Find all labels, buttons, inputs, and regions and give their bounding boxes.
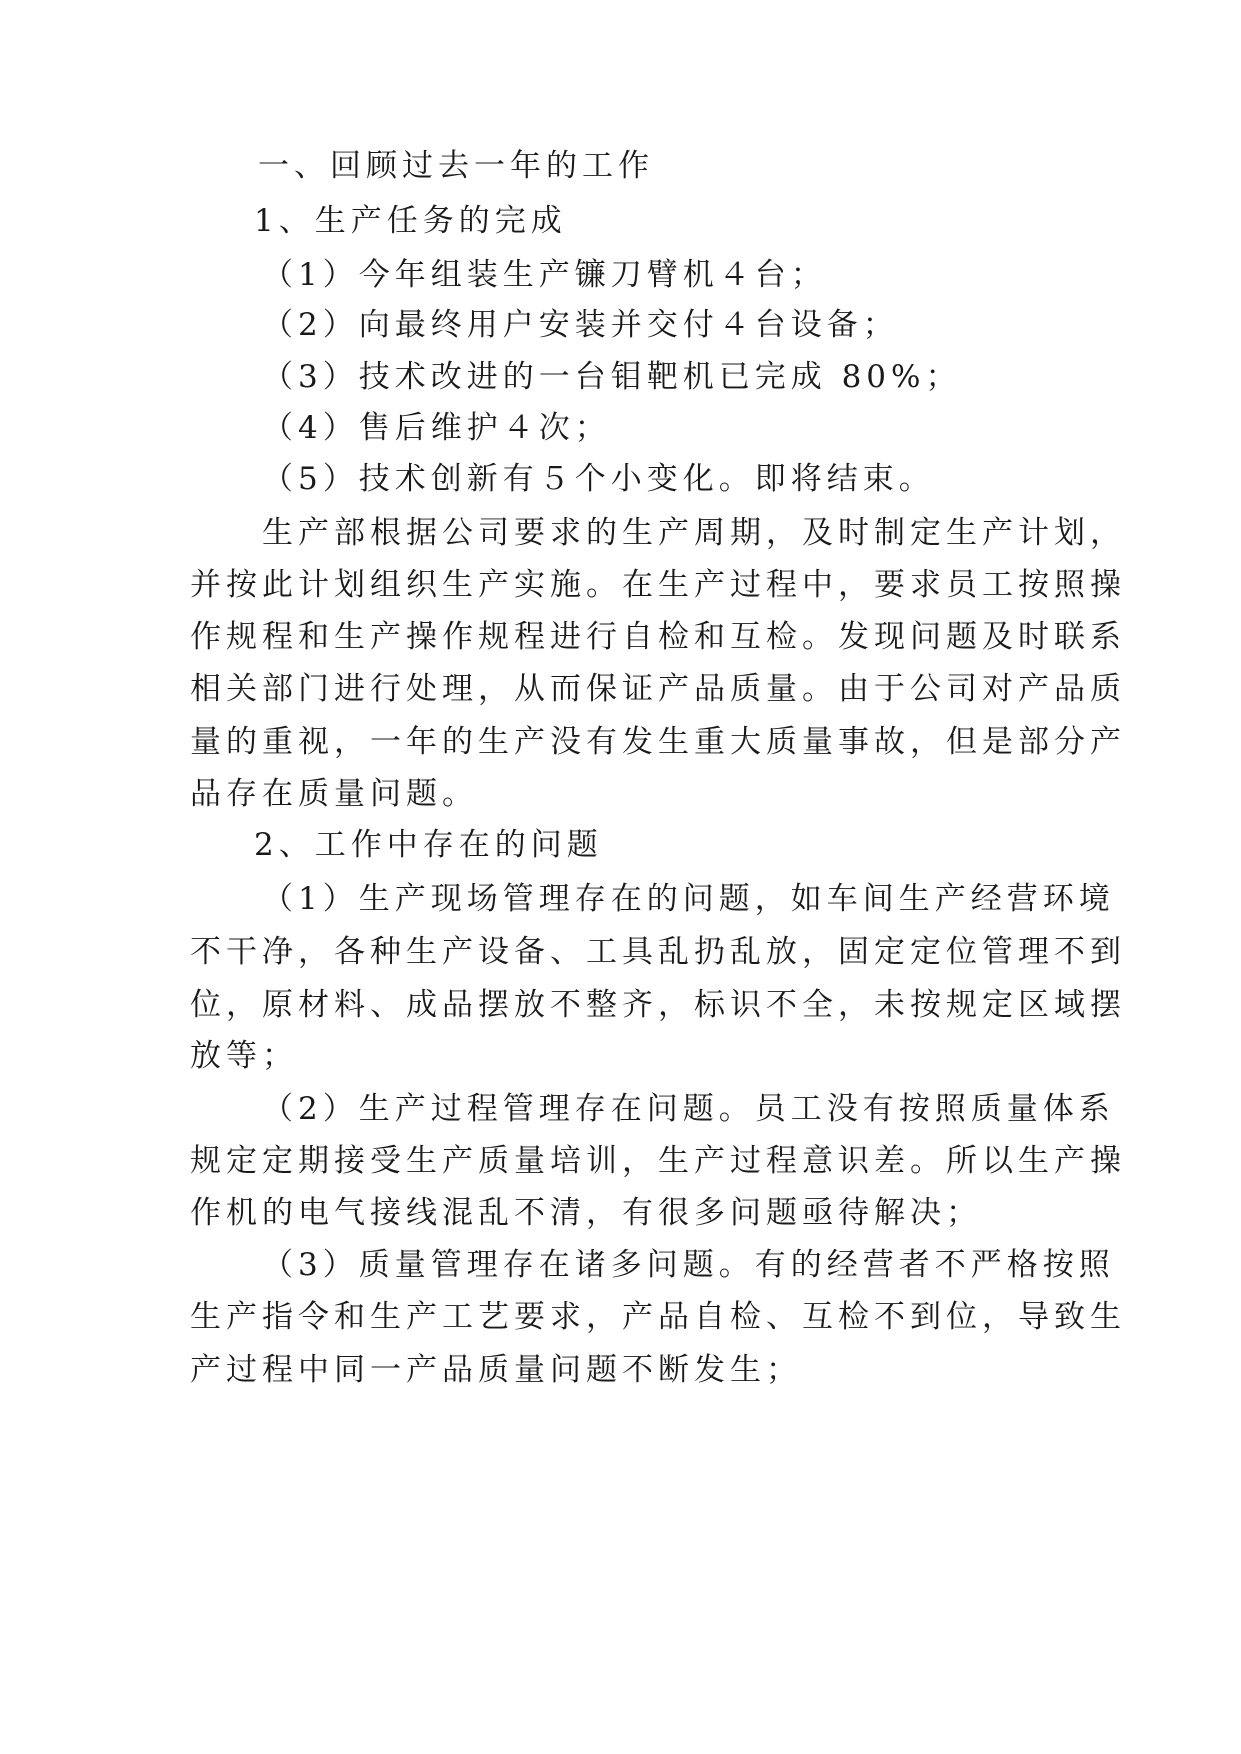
problem1-line: 位，原材料、成品摆放不整齐，标识不全，未按规定区域摆: [190, 987, 1126, 1023]
task-item-1: （1）今年组装生产镰刀臂机４台；: [262, 257, 827, 293]
problem2-line: 规定定期接受生产质量培训，生产过程意识差。所以生产操: [190, 1143, 1126, 1179]
task-item-2: （2）向最终用户安装并交付４台设备；: [262, 307, 899, 343]
problem1-line: 放等；: [190, 1038, 298, 1074]
problem3-line: 生产指令和生产工艺要求，产品自检、互检不到位，导致生: [190, 1299, 1126, 1335]
problem1-line: 不干净，各种生产设备、工具乱扔乱放，固定定位管理不到: [190, 934, 1126, 970]
problem3-line: （3）质量管理存在诸多问题。有的经营者不严格按照: [262, 1247, 1115, 1283]
production-paragraph-line: 作规程和生产操作规程进行自检和互检。发现问题及时联系: [190, 619, 1126, 655]
production-paragraph-line: 生产部根据公司要求的生产周期，及时制定生产计划，: [262, 515, 1126, 551]
problem1-line: （1）生产现场管理存在的问题，如车间生产经营环境: [262, 881, 1115, 917]
task-item-3: （3）技术改进的一台钼靶机已完成 80%；: [262, 359, 962, 395]
production-paragraph-line: 相关部门进行处理，从而保证产品质量。由于公司对产品质: [190, 671, 1126, 707]
problem2-line: 作机的电气接线混乱不清，有很多问题亟待解决；: [190, 1195, 982, 1231]
section1-title: 1、生产任务的完成: [254, 203, 567, 239]
production-paragraph-line: 品存在质量问题。: [190, 776, 478, 812]
problem3-line: 产过程中同一产品质量问题不断发生；: [190, 1352, 802, 1388]
heading-review: 一、回顾过去一年的工作: [258, 148, 654, 184]
task-item-5: （5）技术创新有５个小变化。即将结束。: [262, 461, 935, 497]
production-paragraph-line: 量的重视，一年的生产没有发生重大质量事故，但是部分产: [190, 724, 1126, 760]
task-item-4: （4）售后维护４次；: [262, 410, 611, 446]
problem2-line: （2）生产过程管理存在问题。员工没有按照质量体系: [262, 1091, 1115, 1127]
section2-title: 2、工作中存在的问题: [254, 827, 603, 863]
production-paragraph-line: 并按此计划组织生产实施。在生产过程中，要求员工按照操: [190, 567, 1126, 603]
